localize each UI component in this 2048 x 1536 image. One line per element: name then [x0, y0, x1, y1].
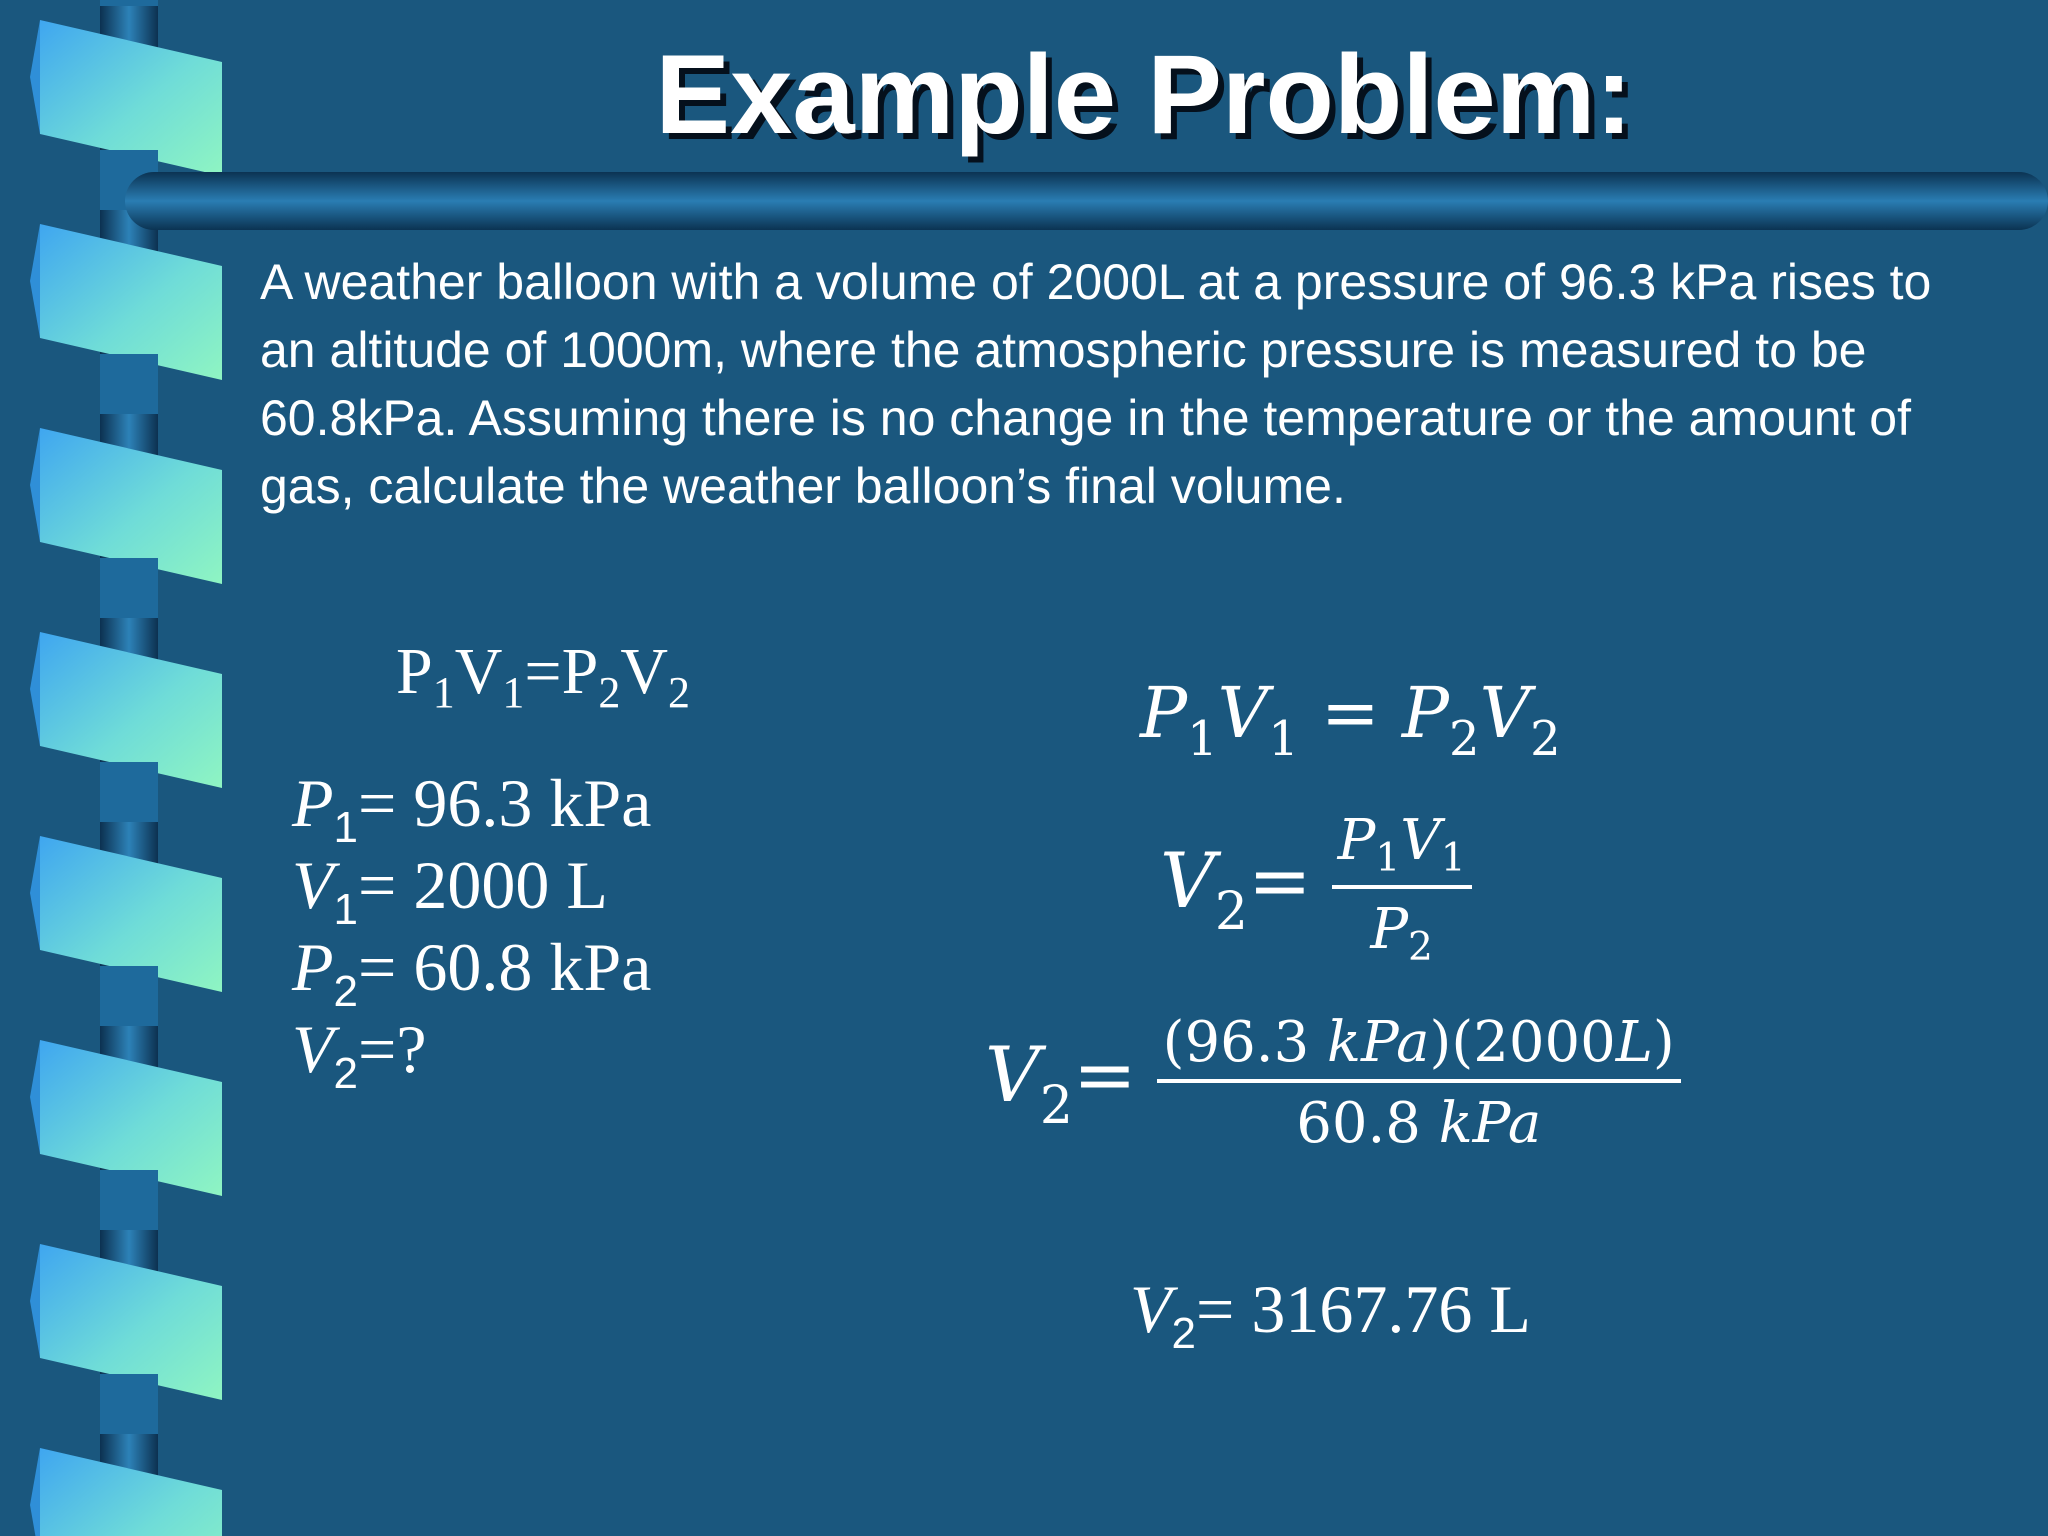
solve-for-v2-equation [1160, 808, 1472, 970]
v2-lhs: $V_2=$ [1160, 835, 1312, 942]
substituted-equation [985, 1010, 1681, 1156]
ribbon-pole-segment [100, 1170, 158, 1230]
given-v1: $V_1= 2000$ L [292, 847, 608, 934]
final-answer: $V_2= 3167.76$ L [1130, 1271, 1531, 1358]
problem-statement: A weather balloon with a volume of 2000L at a pressure of 96.3 kPa rises to an altitude of 1000m, where the atmospheric pressure is measured to be 60.8kPa. Assuming there is no change in the temperature or the amount of gas, calculate the weather balloon’s final volume. [260, 254, 1932, 514]
fraction-denominator: $P_2$ [1370, 896, 1433, 970]
decorative-ribbon-column [0, 0, 230, 1536]
substituted-fraction [1157, 1010, 1681, 1156]
given-p2: $P_2= 60.8$ kPa [292, 929, 652, 1016]
fraction-denominator: 60.8 kPa [1296, 1091, 1542, 1156]
fraction-numerator: $P_1V_1$ [1332, 808, 1472, 889]
v2-fraction [1332, 808, 1472, 970]
ribbon-pole-segment [100, 966, 158, 1026]
v2-lhs: $V_2=$ [985, 1030, 1137, 1136]
given-values [292, 762, 652, 1098]
boyles-law-equation: $P_1V_1=P_2V_2$ [396, 635, 691, 717]
given-p1: $P_1= 96.3$ kPa [292, 765, 652, 852]
ribbon-pole-segment [100, 0, 158, 6]
ribbon-pole-segment [100, 354, 158, 414]
ribbon-pole-segment [100, 762, 158, 822]
boyles-law-formula: $P_1V_1 = P_2V_2$ [1140, 672, 1561, 767]
given-v2: $V_2=$? [292, 1011, 427, 1098]
fraction-numerator: (96.3 kPa)(2000L) [1157, 1010, 1681, 1083]
slide-title: Example Problem: [655, 32, 1633, 157]
horizontal-divider-bar [125, 172, 2048, 230]
ribbon-pole-segment [100, 558, 158, 618]
ribbon-pole-segment [100, 1374, 158, 1434]
